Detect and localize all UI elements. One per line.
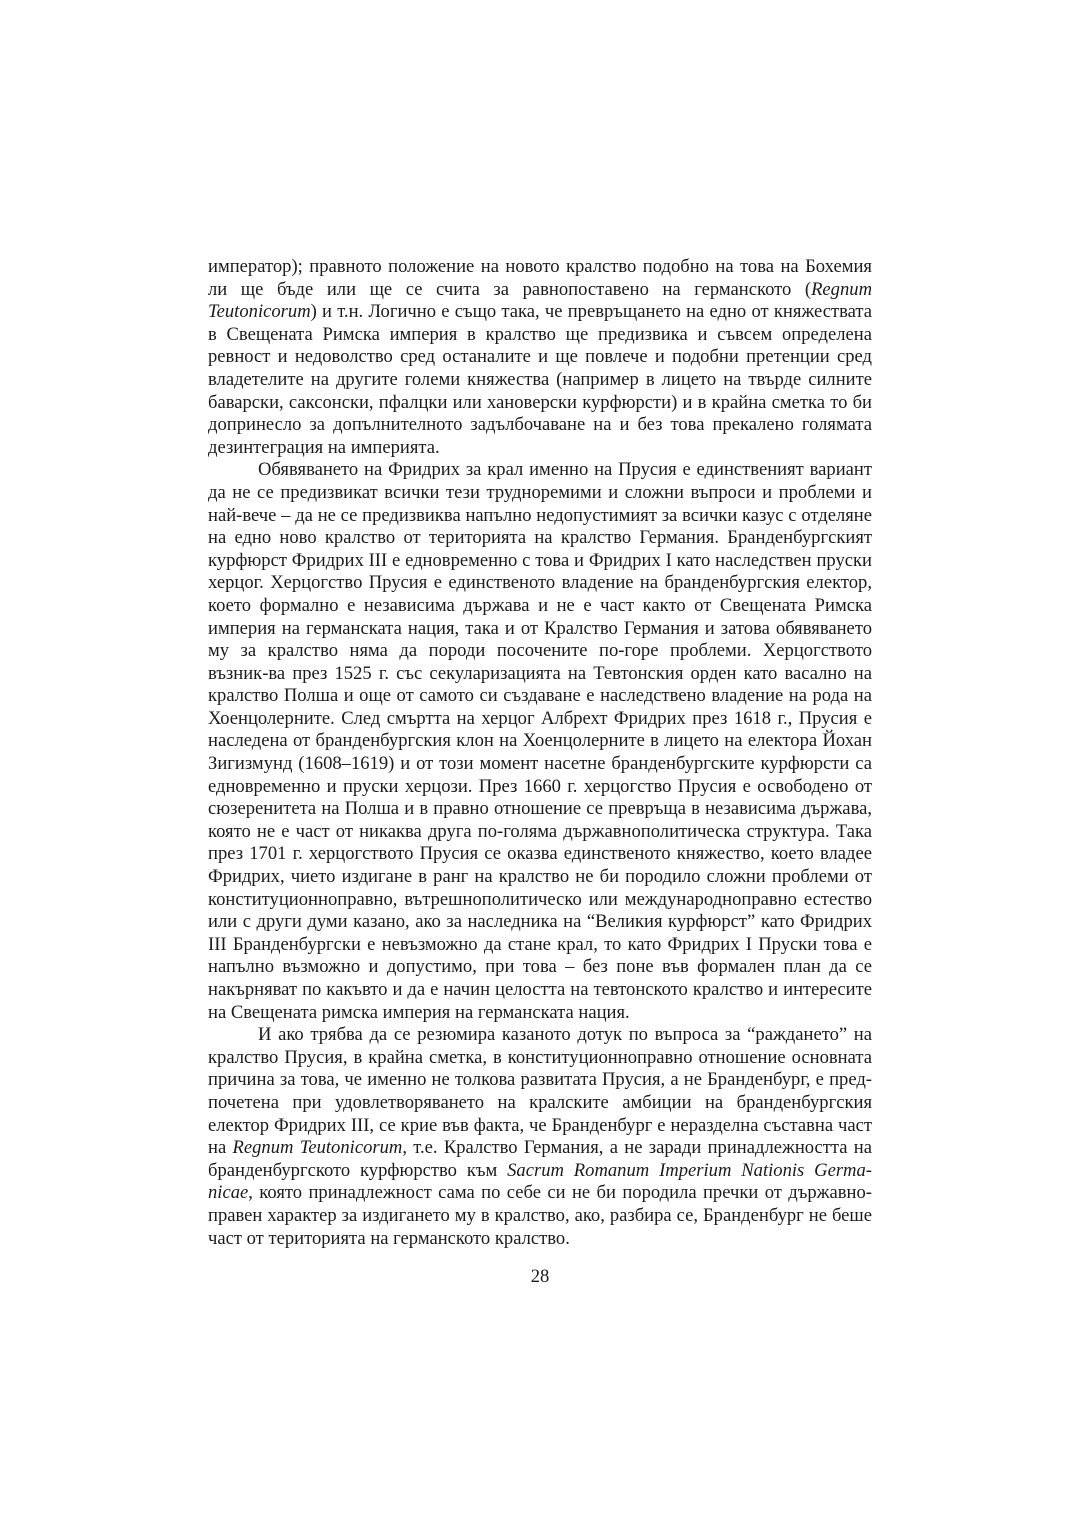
paragraph-1-text-2: ) и т.н. Логично е също така, че превръщането на едно от княжествата в Свещената Римска империя в кралство ще предизвика и съвсем определена ревност и недоволство сред останалите и ще повлече и подобни претенции сред владетелите на другите големи княжества (например в лицето на твърде силните баварски, саксонски, пфалцки или хановерски курфюрсти) и в крайна сметка то би допринесло за допълнителното задълбочаване на и без това прекалено голямата дезинтеграция на империята. <box>208 301 872 458</box>
paragraph-3 <box>208 1024 872 1250</box>
paragraph-3-italic-2: Sacrum Romanum Imperium Nationis Germa-nicae <box>208 1159 872 1204</box>
paragraph-1-italic-1: Regnum Teutonicorum <box>208 278 872 323</box>
paragraph-3-italic-1: Regnum Teutonicorum <box>232 1137 403 1159</box>
page-number: 28 <box>530 1266 550 1287</box>
body-text <box>208 256 872 1250</box>
paragraph-3-text-2: , т.е. Кралство Германия, а не заради принадлежността на бранденбургското курфюрство към <box>208 1137 872 1181</box>
paragraph-3-text-1: И ако трябва да се резюмира казаното дотук по въпроса за “раждането” на кралство Прусия, в крайна сметка, в конституционноправно отношение основната причина за това, че именно не толкова развитата Прусия, а не Бранденбург, е пред-почетена при удовлетворяването на кралските амбиции на бранденбургския електор Фридрих III, се крие във факта, че Бранденбург е неразделна съставна част на <box>208 1024 872 1159</box>
paragraph-3-text-3: , която принадлежност сама по себе си не би породила пречки от държавно-правен характер за издигането му в кралство, ако, разбира се, Бранденбург не беше част от територията на германското кралство. <box>208 1182 872 1249</box>
paragraph-1 <box>208 256 872 459</box>
paragraph-2 <box>208 459 872 1024</box>
paragraph-2-text-1: Обявяването на Фридрих за крал именно на Прусия е единственият вариант да не се предизвикат всички тези трудноремими и сложни въпроси и проблеми и най-вече – да не се предизвиква напълно недопустимият за всички казус с отделяне на едно ново кралство от територията на кралство Германия. Бранденбургският курфюрст Фридрих III е едновременно с това и Фридрих I като наследствен пруски херцог. Херцогство Прусия е единственото владение на бранденбургския електор, което формално е независима държава и не е част както от Свещената Римска империя на германската нация, така и от Кралство Германия и затова обявяването му за кралство няма да породи посочените по-горе проблеми. Херцогството възник-ва през 1525 г. със секуларизацията на Тевтонския орден като васално на кралство Полша и още от самото си създаване е наследствено владение на рода на Хоенцолерните. След смъртта на херцог Албрехт Фридрих през 1618 г., Прусия е наследена от бранденбургския клон на Хоенцолерните в лицето на електора Йохан Зигизмунд (1608–1619) и от този момент насетне бранденбургските курфюрсти са едновременно и пруски херцози. През 1660 г. херцогство Прусия е освободено от сюзеренитета на Полша и в правно отношение се превръща в независима държава, която не е част от никаква друга по-голяма държавнополитическа структура. Така през 1701 г. херцогството Прусия се оказва единственото княжество, което владее Фридрих, чието издигане в ранг на кралство не би породило сложни проблеми от конституционноправно, вътрешнополитическо или международноправно естество или с други думи казано, ако за наследника на “Великия курфюрст” като Фридрих III Бранденбургски е невъзможно да стане крал, то като Фридрих I Пруски това е напълно възможно и допустимо, при това – без поне във формален план да се накърняват по какъвто и да е начин целостта на тевтонското кралство и интересите на Свещената римска империя на германската нация. <box>208 459 872 1023</box>
paragraph-1-text-1: император); правното положение на новото кралство подобно на това на Бохемия ли ще бъде или ще се счита за равнопоставено на германското ( <box>208 256 872 300</box>
